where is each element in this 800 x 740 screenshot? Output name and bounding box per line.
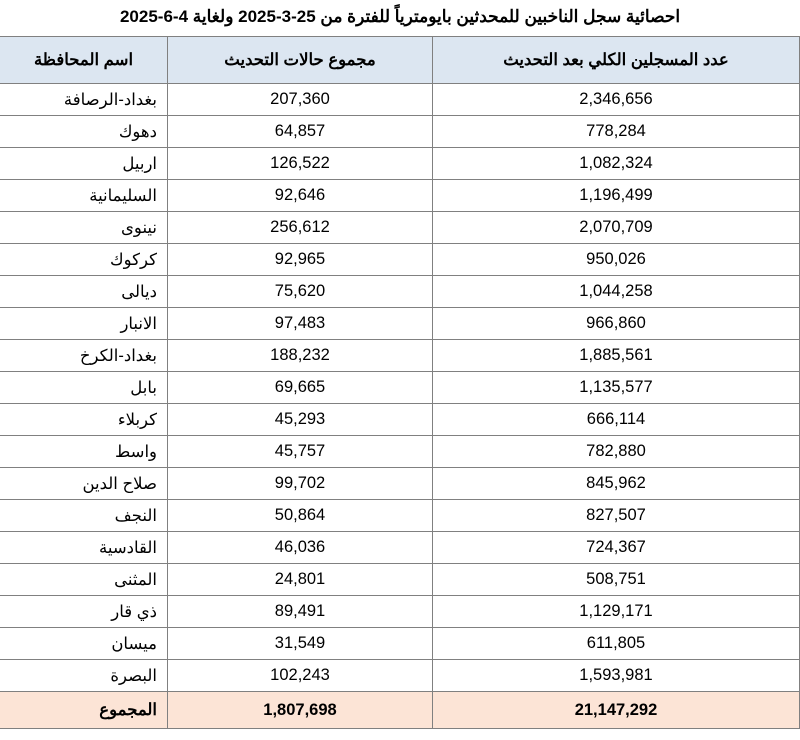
table-row	[0, 564, 800, 596]
cell-updates: 256,612	[168, 212, 433, 244]
cell-total: 950,026	[433, 244, 800, 276]
cell-updates: 89,491	[168, 596, 433, 628]
cell-updates: 102,243	[168, 660, 433, 692]
cell-total: 1,885,561	[433, 340, 800, 372]
column-header-governorate: اسم المحافظة	[0, 37, 168, 84]
cell-total: 1,196,499	[433, 180, 800, 212]
cell-governorate: المثنى	[0, 564, 168, 596]
column-header-updates: مجموع حالات التحديث	[168, 37, 433, 84]
cell-governorate: بغداد-الرصافة	[0, 84, 168, 116]
table-row	[0, 404, 800, 436]
footer-total-value: 21,147,292	[433, 692, 800, 729]
cell-total: 724,367	[433, 532, 800, 564]
table-row	[0, 436, 800, 468]
cell-total: 778,284	[433, 116, 800, 148]
cell-updates: 64,857	[168, 116, 433, 148]
cell-total: 827,507	[433, 500, 800, 532]
cell-total: 782,880	[433, 436, 800, 468]
table-row	[0, 628, 800, 660]
footer-updates-value: 1,807,698	[168, 692, 433, 729]
cell-updates: 50,864	[168, 500, 433, 532]
cell-updates: 69,665	[168, 372, 433, 404]
page-title: احصائية سجل الناخبين للمحدثين بايومترياً للفترة من 25-3-2025 ولغاية 4-6-2025	[119, 7, 681, 26]
cell-total: 1,129,171	[433, 596, 800, 628]
cell-total: 2,070,709	[433, 212, 800, 244]
column-header-total: عدد المسجلين الكلي بعد التحديث	[433, 37, 800, 84]
cell-governorate: نينوى	[0, 212, 168, 244]
table-header	[0, 37, 800, 84]
table-row	[0, 500, 800, 532]
table-header-row	[0, 37, 800, 84]
cell-total: 508,751	[433, 564, 800, 596]
cell-governorate: دهوك	[0, 116, 168, 148]
cell-total: 611,805	[433, 628, 800, 660]
cell-governorate: اربيل	[0, 148, 168, 180]
table-row	[0, 276, 800, 308]
cell-updates: 99,702	[168, 468, 433, 500]
cell-total: 1,135,577	[433, 372, 800, 404]
table-row	[0, 244, 800, 276]
table-row	[0, 660, 800, 692]
table-row	[0, 596, 800, 628]
cell-total: 1,593,981	[433, 660, 800, 692]
table-row	[0, 532, 800, 564]
cell-governorate: ميسان	[0, 628, 168, 660]
table-row	[0, 180, 800, 212]
cell-governorate: الانبار	[0, 308, 168, 340]
cell-governorate: ديالى	[0, 276, 168, 308]
table-footer	[0, 692, 800, 729]
cell-total: 966,860	[433, 308, 800, 340]
voter-registry-table	[0, 36, 800, 729]
table-row	[0, 372, 800, 404]
table-row	[0, 212, 800, 244]
cell-governorate: النجف	[0, 500, 168, 532]
cell-updates: 24,801	[168, 564, 433, 596]
cell-governorate: السليمانية	[0, 180, 168, 212]
cell-updates: 92,965	[168, 244, 433, 276]
cell-total: 845,962	[433, 468, 800, 500]
cell-updates: 45,757	[168, 436, 433, 468]
table-body	[0, 84, 800, 692]
cell-total: 666,114	[433, 404, 800, 436]
cell-updates: 46,036	[168, 532, 433, 564]
cell-governorate: كربلاء	[0, 404, 168, 436]
cell-governorate: صلاح الدين	[0, 468, 168, 500]
table-row	[0, 308, 800, 340]
cell-governorate: بابل	[0, 372, 168, 404]
cell-governorate: ذي قار	[0, 596, 168, 628]
table-row	[0, 84, 800, 116]
cell-updates: 188,232	[168, 340, 433, 372]
cell-updates: 126,522	[168, 148, 433, 180]
cell-governorate: القادسية	[0, 532, 168, 564]
cell-updates: 31,549	[168, 628, 433, 660]
table-footer-row	[0, 692, 800, 729]
cell-governorate: البصرة	[0, 660, 168, 692]
cell-total: 1,044,258	[433, 276, 800, 308]
footer-label: المجموع	[0, 692, 168, 729]
cell-updates: 92,646	[168, 180, 433, 212]
cell-updates: 75,620	[168, 276, 433, 308]
cell-total: 1,082,324	[433, 148, 800, 180]
cell-governorate: واسط	[0, 436, 168, 468]
cell-updates: 45,293	[168, 404, 433, 436]
cell-governorate: كركوك	[0, 244, 168, 276]
cell-updates: 97,483	[168, 308, 433, 340]
table-row	[0, 468, 800, 500]
cell-total: 2,346,656	[433, 84, 800, 116]
cell-governorate: بغداد-الكرخ	[0, 340, 168, 372]
cell-updates: 207,360	[168, 84, 433, 116]
table-row	[0, 340, 800, 372]
table-row	[0, 116, 800, 148]
table-row	[0, 148, 800, 180]
